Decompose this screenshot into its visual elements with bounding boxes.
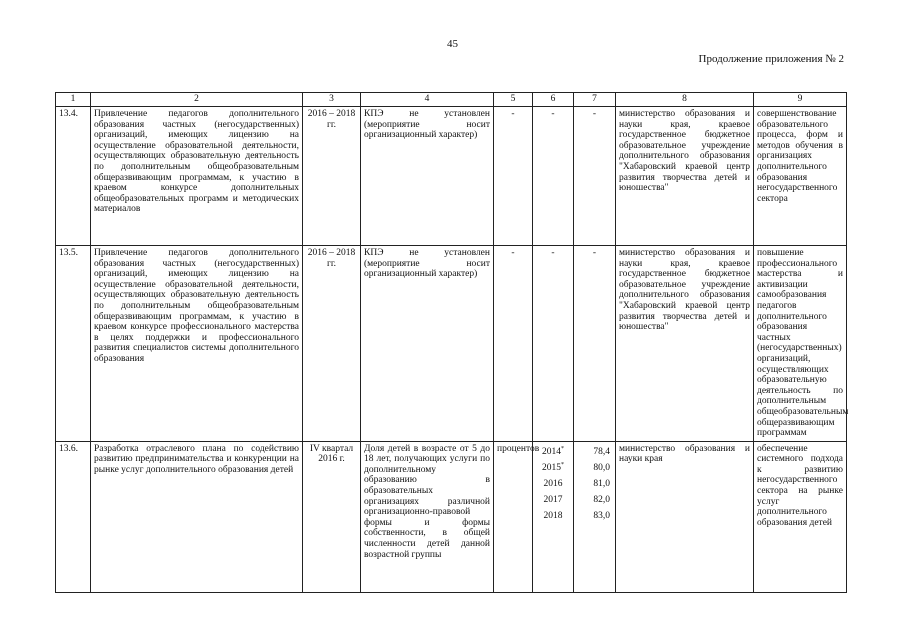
values-cell	[574, 441, 616, 592]
years-cell	[533, 441, 574, 592]
measures-table	[55, 92, 847, 593]
column-header: 8	[616, 93, 754, 107]
row-number: 13.6.	[56, 441, 91, 592]
event-description: Привлечение педагогов дополнительного образования частных (негосударственных) организаций, имеющих лицензию на осуществление образовательной деятельности, осуществляющих образовательную деятельность по дополнительным общеобразовательным общеразвивающим программам, к участию в краевом конкурсе профессионального мастерства в целях поддержки и профессионального развития специалистов системы дополнительного образования	[91, 246, 303, 442]
value-entry: 83,0	[593, 510, 610, 521]
footnote-mark: *	[561, 461, 564, 468]
column-header: 2	[91, 93, 303, 107]
column-header: 9	[754, 93, 847, 107]
unit: процентов	[494, 441, 533, 592]
table-header-row	[56, 93, 847, 107]
event-description: Разработка отраслевого плана по содействию развитию предпринимательства и конкуренции на рынке услуг дополнительного образования детей	[91, 441, 303, 592]
year-entry: 2018	[543, 510, 563, 521]
row-number: 13.5.	[56, 246, 91, 442]
page-number: 45	[447, 38, 458, 50]
column-header: 5	[494, 93, 533, 107]
indicator: Доля детей в возрасте от 5 до 18 лет, получающих услуги по дополнительному образованию в образовательных организациях различной организационно-правовой формы и формы собственности, в общей численности детей данной возрастной группы	[361, 441, 494, 592]
indicator: КПЭ не установлен (мероприятие носит организационный характер)	[361, 107, 494, 246]
column-header: 7	[574, 93, 616, 107]
column-header: 4	[361, 93, 494, 107]
value-entry: 81,0	[593, 478, 610, 489]
executor: министерство образования и науки края	[616, 441, 754, 592]
column-header: 3	[303, 93, 361, 107]
appendix-caption: Продолжение приложения № 2	[698, 53, 844, 65]
unit: -	[494, 246, 533, 442]
value-entry: 80,0	[593, 462, 610, 473]
expected-result: совершенствование образовательного процесса, форм и методов обучения в организациях дополнительного образования негосударственного сектора	[754, 107, 847, 246]
executor: министерство образования и науки края, краевое государственное бюджетное образовательное учреждение дополнительного образования "Хабаровский краевой центр развития творчества детей и юношества"	[616, 107, 754, 246]
footnote-mark: *	[561, 445, 564, 452]
year: -	[533, 246, 574, 442]
value-entry: 78,4	[593, 446, 610, 457]
row-number: 13.4.	[56, 107, 91, 246]
value: -	[574, 107, 616, 246]
year-entry: 2015*	[542, 461, 564, 473]
executor: министерство образования и науки края, краевое государственное бюджетное образовательное учреждение дополнительного образования "Хабаровский краевой центр развития творчества детей и юношества"	[616, 246, 754, 442]
year-entry: 2016	[543, 478, 563, 489]
unit: -	[494, 107, 533, 246]
column-header: 1	[56, 93, 91, 107]
indicator: КПЭ не установлен (мероприятие носит организационный характер)	[361, 246, 494, 442]
value-entry: 82,0	[593, 494, 610, 505]
event-description: Привлечение педагогов дополнительного образования частных (негосударственных) организаций, имеющих лицензию на осуществление образовательной деятельности, осуществляющих образовательную деятельность по дополнительным общеобразовательным общеразвивающим программам, к участию в краевом конкурсе дополнительных общеобразовательных программ и методических материалов	[91, 107, 303, 246]
expected-result: обеспечение системного подхода к развитию негосударственного сектора на рынке услуг дополнительного образования детей	[754, 441, 847, 592]
term: 2016 – 2018 гг.	[303, 107, 361, 246]
table-row	[56, 107, 847, 246]
table-row	[56, 246, 847, 442]
term: 2016 – 2018 гг.	[303, 246, 361, 442]
column-header: 6	[533, 93, 574, 107]
year: -	[533, 107, 574, 246]
expected-result: повышение профессионального мастерства и активизации самообразования педагогов дополнительного образования частных (негосударственных) организаций, осуществляющих образовательную деятельность по дополнительным общеобразовательным общеразвивающим программам	[754, 246, 847, 442]
year-entry: 2014*	[542, 445, 564, 457]
value: -	[574, 246, 616, 442]
term: IV квартал 2016 г.	[303, 441, 361, 592]
year-entry: 2017	[543, 494, 563, 505]
table-row	[56, 441, 847, 592]
